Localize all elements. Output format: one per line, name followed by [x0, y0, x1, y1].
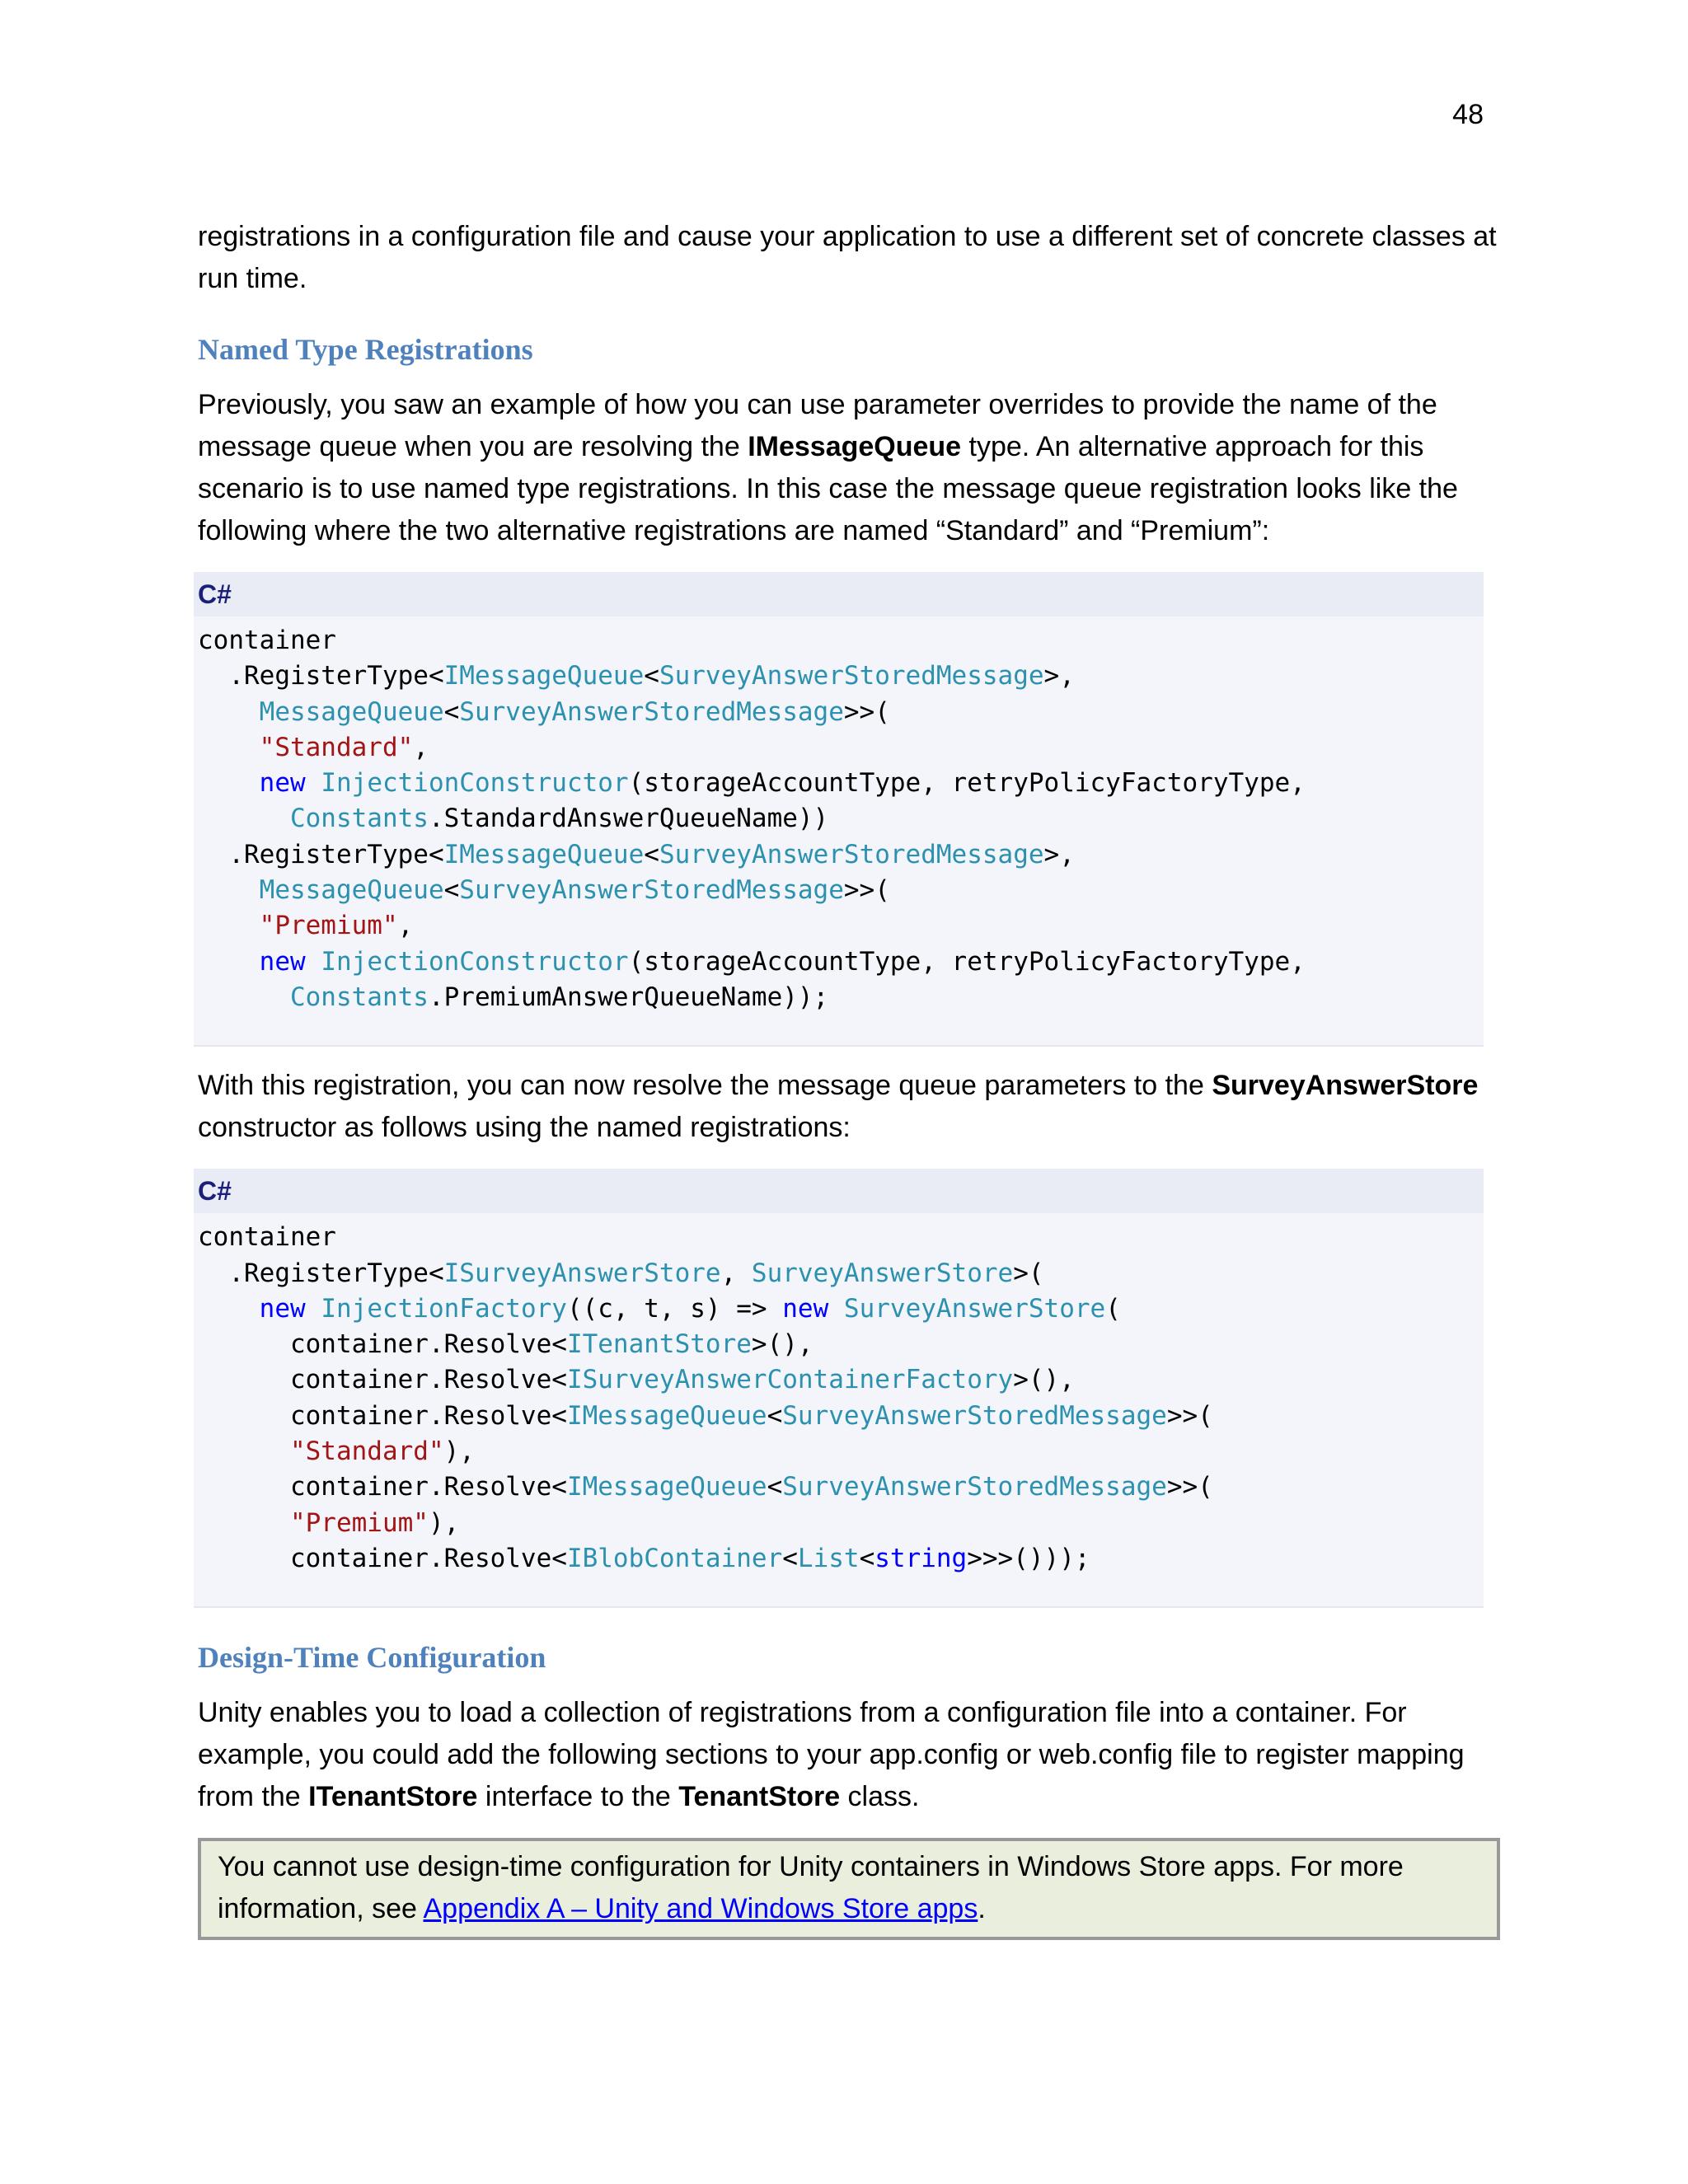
code-token [198, 697, 260, 727]
code-type-token: Constants [289, 982, 429, 1012]
note-text-body: You cannot use design-time configuration for Unity containers in Windows Store apps. For more information, see [218, 1851, 1404, 1925]
page-number: 48 [1452, 99, 1484, 130]
code-type-token: ITenantStore [566, 1329, 752, 1360]
bold-type-name: IMessageQueue [748, 431, 962, 462]
code-type-token: IMessageQueue [566, 1472, 767, 1502]
appendix-a-link[interactable]: Appendix A – Unity and Windows Store apps [423, 1893, 978, 1925]
code-line [198, 1541, 1479, 1577]
paragraph-text: interface to the [477, 1781, 679, 1813]
code-type-token: InjectionConstructor [321, 946, 629, 977]
code-type-token: SurveyAnswerStore [843, 1293, 1106, 1324]
code-keyword-token: new [259, 768, 306, 799]
code-token: , [397, 911, 414, 941]
code-line [198, 837, 1479, 873]
code-token [828, 1294, 844, 1324]
code-token: < [782, 1543, 798, 1573]
code-keyword-token: new [782, 1293, 829, 1324]
code-type-token: SurveyAnswerStoredMessage [459, 696, 844, 727]
code-type-token: SurveyAnswerStoredMessage [782, 1472, 1167, 1502]
code-token [198, 982, 290, 1012]
code-token [198, 1508, 290, 1538]
code-token: .RegisterType< [198, 1258, 444, 1288]
code-token: container.Resolve< [198, 1543, 567, 1573]
code-line [198, 873, 1479, 908]
code-line [198, 1256, 1479, 1291]
code-token [198, 1436, 290, 1466]
section-heading-design-time-configuration: Design-Time Configuration [198, 1641, 546, 1675]
code-body [194, 1213, 1484, 1606]
code-type-token: ISurveyAnswerContainerFactory [566, 1365, 1014, 1395]
code-string-token: "Standard" [259, 732, 414, 762]
code-type-token: IBlobContainer [566, 1543, 783, 1573]
code-type-token: ISurveyAnswerStore [443, 1258, 721, 1288]
code-token: , [720, 1258, 752, 1288]
code-type-token: SurveyAnswerStore [751, 1258, 1014, 1288]
code-token [198, 911, 260, 940]
code-line [198, 944, 1479, 980]
code-token [198, 768, 260, 798]
code-token [198, 947, 260, 977]
code-token: container [198, 1222, 336, 1253]
code-token: container.Resolve< [198, 1365, 567, 1395]
code-line [198, 980, 1479, 1015]
code-line [198, 1327, 1479, 1362]
code-token: < [767, 1472, 783, 1502]
code-token [306, 947, 321, 977]
page-content [198, 216, 1500, 1940]
code-line [198, 623, 1479, 658]
code-block-resolve-registrations [194, 1169, 1484, 1608]
code-token [198, 804, 290, 833]
code-line [198, 1362, 1479, 1398]
code-keyword-token: new [259, 946, 306, 977]
paragraph-design-time [198, 1692, 1500, 1818]
paragraph-parameter-overrides [198, 384, 1500, 552]
code-line [198, 1399, 1479, 1434]
note-box [198, 1838, 1500, 1940]
paragraph-text: Previously, you saw an example of how you can use parameter overrides to provide the name of the message queue when you are resolving the [198, 389, 1437, 462]
code-body [194, 616, 1484, 1045]
code-token: >>( [843, 875, 890, 906]
code-token: (storageAccountType, retryPolicyFactoryType, [628, 768, 1306, 799]
code-string-token: "Premium" [259, 911, 398, 941]
code-token: >, [1043, 661, 1075, 691]
code-type-token: MessageQueue [259, 696, 444, 727]
code-line [198, 1291, 1479, 1327]
code-type-token: SurveyAnswerStoredMessage [782, 1400, 1167, 1431]
code-token [306, 1294, 321, 1324]
code-token: < [443, 696, 460, 727]
code-keyword-token: string [874, 1543, 968, 1573]
code-line [198, 1506, 1479, 1541]
code-token: container.Resolve< [198, 1329, 567, 1360]
code-line [198, 766, 1479, 801]
code-line [198, 730, 1479, 766]
code-type-token: InjectionFactory [321, 1293, 567, 1324]
code-type-token: MessageQueue [259, 875, 444, 906]
code-block-named-registrations [194, 572, 1484, 1047]
paragraph-resolve-named [198, 1065, 1500, 1149]
code-token [198, 1294, 260, 1324]
code-token: (storageAccountType, retryPolicyFactoryType, [628, 946, 1306, 977]
note-text-tail: . [978, 1893, 986, 1925]
code-type-token: SurveyAnswerStoredMessage [659, 839, 1044, 869]
code-token: >>( [1166, 1472, 1213, 1502]
code-token: , [413, 732, 429, 762]
code-token: < [859, 1543, 875, 1573]
bold-type-name: TenantStore [678, 1781, 841, 1813]
code-line [198, 801, 1479, 837]
code-token: .StandardAnswerQueueName)) [428, 804, 829, 834]
code-type-token: List [797, 1543, 860, 1573]
code-line [198, 1469, 1479, 1505]
code-line [198, 695, 1479, 730]
code-keyword-token: new [259, 1293, 306, 1324]
code-token: < [767, 1400, 783, 1431]
code-token: >>>())); [967, 1543, 1090, 1573]
code-line [198, 1220, 1479, 1255]
code-type-token: IMessageQueue [443, 661, 645, 691]
code-line [198, 908, 1479, 944]
code-token: >>( [1166, 1400, 1213, 1431]
code-token: container.Resolve< [198, 1472, 567, 1502]
code-token: ), [443, 1436, 475, 1467]
code-string-token: "Standard" [289, 1436, 444, 1467]
code-token: < [644, 839, 659, 869]
code-type-token: SurveyAnswerStoredMessage [459, 875, 844, 906]
bold-type-name: ITenantStore [308, 1781, 478, 1813]
code-token [198, 733, 260, 762]
code-type-token: SurveyAnswerStoredMessage [659, 661, 1044, 691]
code-token [306, 768, 321, 798]
code-token: < [443, 875, 460, 906]
note-text [218, 1846, 1480, 1930]
code-token: >(), [751, 1329, 814, 1360]
code-token: >, [1043, 839, 1075, 869]
code-type-token: InjectionConstructor [321, 768, 629, 799]
code-token: < [644, 661, 659, 691]
code-token: .RegisterType< [198, 839, 444, 869]
code-token: >>( [843, 696, 890, 727]
paragraph-text: class. [840, 1781, 920, 1813]
code-token: ), [428, 1507, 460, 1538]
bold-type-name: SurveyAnswerStore [1212, 1070, 1479, 1102]
code-type-token: IMessageQueue [566, 1400, 767, 1431]
code-type-token: IMessageQueue [443, 839, 645, 869]
paragraph-text: constructor as follows using the named registrations: [198, 1112, 851, 1144]
section-heading-named-type-registrations: Named Type Registrations [198, 333, 533, 366]
code-type-token: Constants [289, 804, 429, 834]
code-token: container.Resolve< [198, 1400, 567, 1431]
code-token: >(), [1013, 1365, 1075, 1395]
code-token: ( [1105, 1293, 1121, 1324]
code-line [198, 658, 1479, 694]
code-token: ((c, t, s) => [566, 1293, 783, 1324]
code-token: container [198, 626, 336, 655]
code-language-label: C# [194, 1169, 1484, 1213]
code-language-label: C# [194, 572, 1484, 616]
code-line [198, 1434, 1479, 1469]
paragraph-text: type. An alternative approach for this scenario is to use named type registrations. In this case the message queue registration looks like the following where the two alternative registrations are named “Standard” and “Premium”: [198, 431, 1458, 546]
intro-paragraph: registrations in a configuration file and cause your application to use a different set of concrete classes at run time. [198, 221, 1497, 294]
paragraph-text: Unity enables you to load a collection of registrations from a configuration file into a container. For example, you could add the following sections to your app.config or web.config file to register mapping from the [198, 1697, 1465, 1813]
code-token [198, 875, 260, 905]
code-token: >( [1013, 1258, 1044, 1288]
code-token: .PremiumAnswerQueueName)); [428, 982, 829, 1012]
code-token: .RegisterType< [198, 661, 444, 691]
code-string-token: "Premium" [289, 1507, 429, 1538]
paragraph-text: With this registration, you can now resolve the message queue parameters to the [198, 1070, 1212, 1102]
